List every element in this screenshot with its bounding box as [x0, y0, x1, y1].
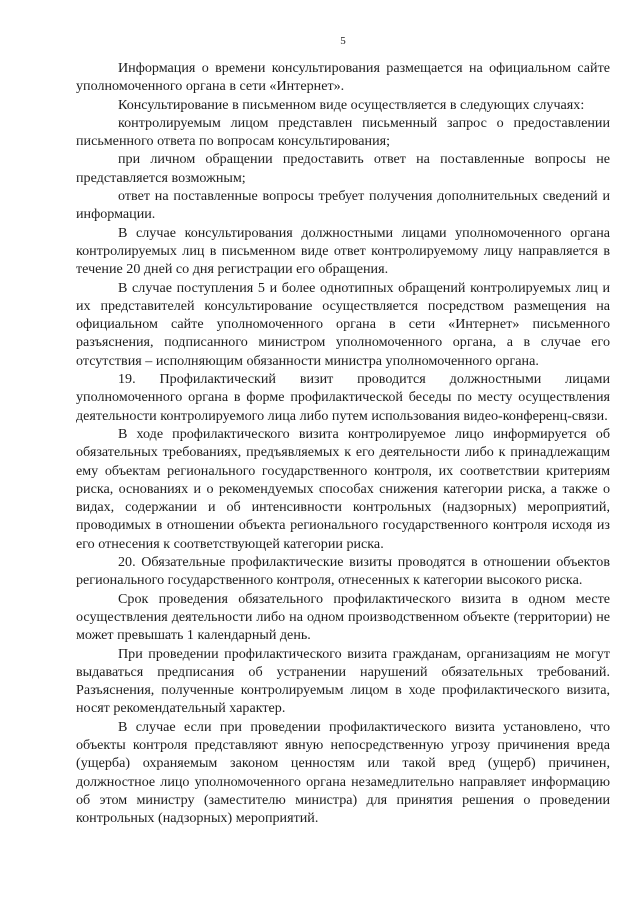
paragraph-visit-information: В ходе профилактического визита контролируемое лицо информируется об обязательных требованиях, предъявляемых к его деятельности либо к принадлежащим ему объектам регионального государственного контроля, их соответствии критериям риска, основаниях и о рекомендуемых способах снижения категории риска, а также о видах, содержании и об интенсивности контрольных (надзорных) мероприятий, проводимых в отношении объекта регионального государственного контроля исходя из его отнесения к соответствующей категории риска. — [76, 425, 610, 552]
paragraph-visit-duration: Срок проведения обязательного профилактического визита в одном месте осуществления деятельности либо на одном производственном объекте (территории) не может превышать 1 календарный день. — [76, 590, 610, 644]
page-number: 5 — [340, 35, 346, 47]
paragraph-item-19-preventive-visit: 19. Профилактический визит проводится должностными лицами уполномоченного органа в форме профилактической беседы по месту осуществления деятельности контролируемого лица либо путем использования видео-конференц-связи. — [76, 371, 610, 424]
paragraph-no-prescriptions: При проведении профилактического визита гражданам, организациям не могут выдаваться предписания об устранении нарушений обязательных требований. Разъяснения, полученные контролируемым лицом в ходе профилактического визита, носят рекомендательный характер. — [76, 645, 610, 717]
paragraph-case-written-request: контролируемым лицом представлен письменный запрос о предоставлении письменного ответа по вопросам консультирования; — [76, 114, 610, 150]
paragraph-case-additional-info: ответ на поставленные вопросы требует получения дополнительных сведений и информации. — [76, 188, 610, 223]
paragraph-case-personal-appeal: при личном обращении предоставить ответ на поставленные вопросы не представляется возможным; — [76, 151, 610, 186]
paragraph-similar-appeals: В случае поступления 5 и более однотипных обращений контролируемых лиц и их представителей консультирование осуществляется посредством размещения на официальном сайте уполномоченного органа в сети «Интернет» письменного разъяснения, подписанного министром уполномоченного органа, а в случае его отсутствия – исполняющим обязанности министра уполномоченного органа. — [76, 279, 610, 369]
paragraph-item-20-mandatory-visits: 20. Обязательные профилактические визиты проводятся в отношении объектов регионального государственного контроля, отнесенных к категории высокого риска. — [76, 554, 610, 589]
paragraph-immediate-threat: В случае если при проведении профилактического визита установлено, что объекты контроля представляют явную непосредственную угрозу причинения вреда (ущерба) охраняемым законом ценностям или такой вред (ущерб) причинен, должностное лицо уполномоченного органа незамедлительно направляет информацию об этом министру (заместителю министра) для принятия решения о проведении контрольных (надзорных) мероприятий. — [76, 718, 610, 827]
paragraph-written-answer-deadline: В случае консультирования должностными лицами уполномоченного органа контролируемых лиц в письменном виде ответ контролируемому лицу направляется в течение 20 дней со дня регистрации его обращения. — [76, 224, 610, 278]
paragraph-written-consultation-cases: Консультирование в письменном виде осуществляется в следующих случаях: — [118, 96, 585, 113]
paragraph-consultation-time-info: Информация о времени консультирования размещается на официальном сайте уполномоченного органа в сети «Интернет». — [76, 60, 610, 95]
